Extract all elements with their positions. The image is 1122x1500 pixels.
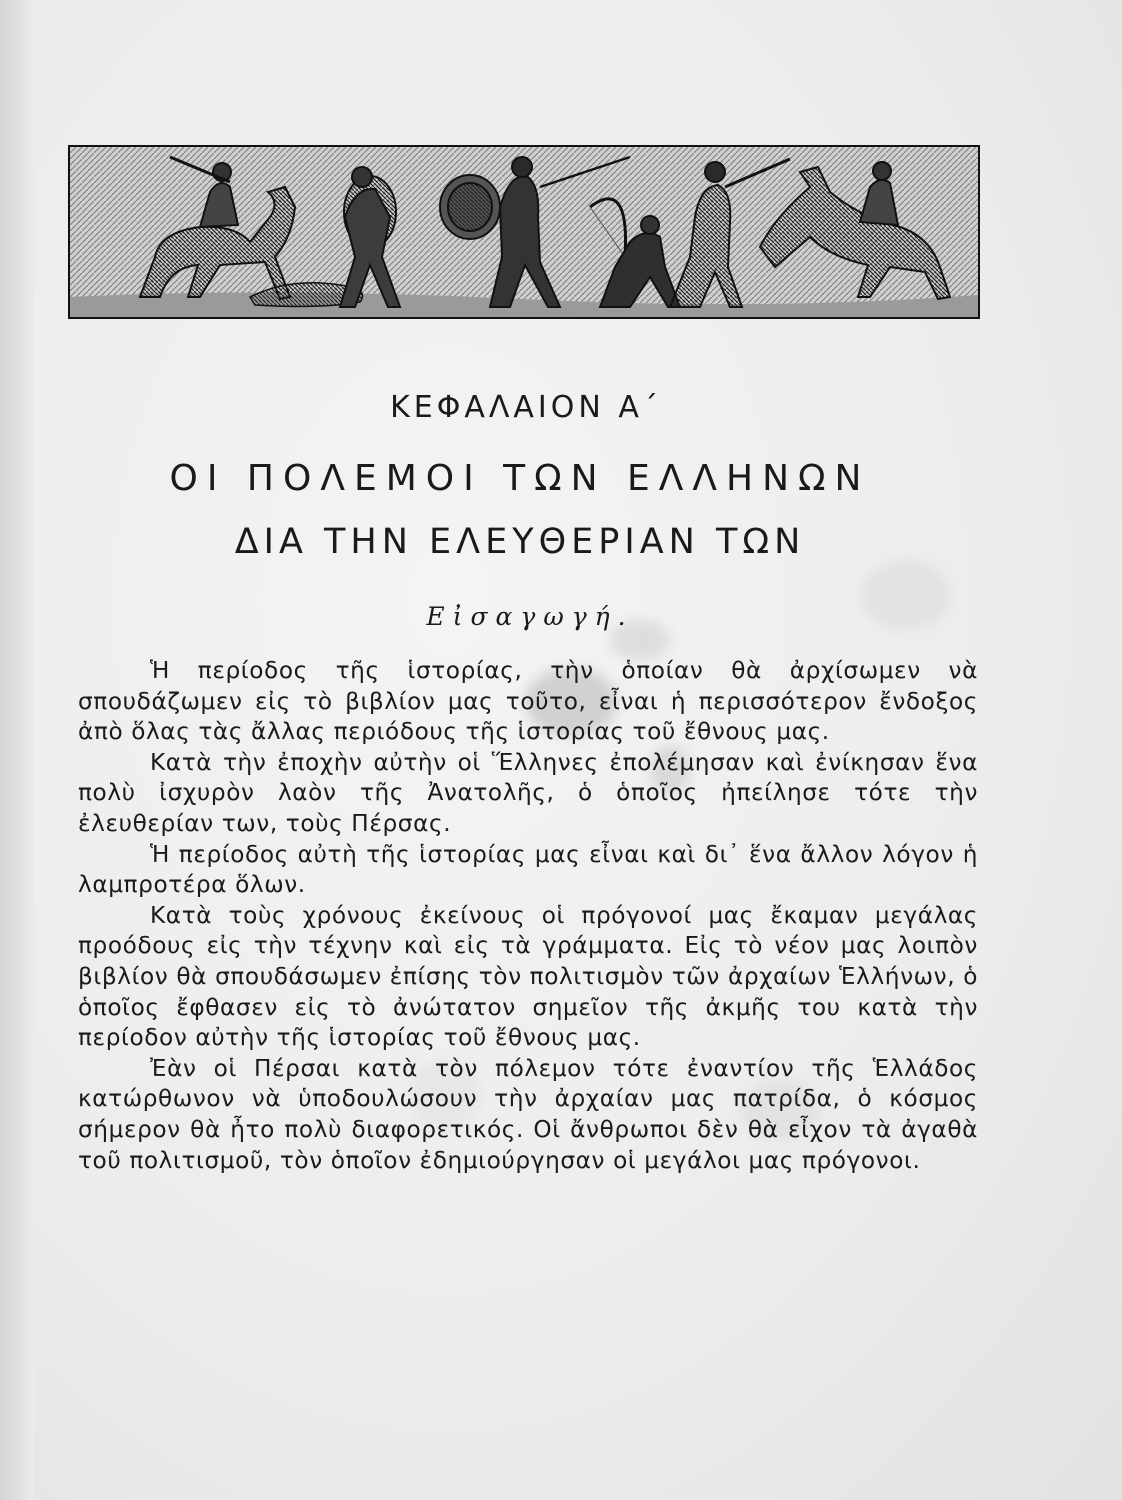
frieze-drawing	[70, 147, 978, 317]
chapter-title-line-1: ΟΙ ΠΟΛΕΜΟΙ ΤΩΝ ΕΛΛΗΝΩΝ	[169, 458, 871, 499]
paragraph-1: Ἡ περίοδος τῆς ἱστορίας, τὴν ὁποίαν θὰ ἀρχίσωμεν νὰ σπουδάζωμεν εἰς τὸ βιβλίον μας τοῦτο, εἶναι ἡ περισσότερον ἔνδοξος ἀπὸ ὅλας τὰς ἄλλας περιόδους τῆς ἱστορίας τοῦ ἔθνους μας.	[78, 657, 978, 746]
paragraph-3: Ἡ περίοδος αὐτὴ τῆς ἱστορίας μας εἶναι καὶ δι᾽ ἕνα ἄλλον λόγον ἡ λαμπροτέρα ὅλων.	[78, 840, 978, 899]
paragraph-4: Κατὰ τοὺς χρόνους ἐκείνους οἱ πρόγονοί μας ἔκαμαν μεγάλας προόδους εἰς τὴν τέχνην καὶ εἰς τὰ γράμματα. Εἰς τὸ νέον μας λοιπὸν βιβλίον θὰ σπουδάσωμεν ἐπίσης τὸν πολιτισμὸν τῶν ἀρχαίων Ἑλλήνων, ὁ ὁποῖος ἔφθασεν εἰς τὸ ἀνώτατον σημεῖον τῆς ἀκμῆς του κατὰ τὴν περίοδον αὐτὴν τῆς ἱστορίας τοῦ ἔθνους μας.	[78, 901, 978, 1052]
chapter-label: ΚΕΦΑΛΑΙΟΝ Α΄	[390, 390, 662, 425]
paragraph-2: Κατὰ τὴν ἐποχὴν αὐτὴν οἱ Ἕλληνες ἐπολέμησαν καὶ ἐνίκησαν ἕνα πολὺ ἰσχυρὸν λαὸν τῆς Ἀνατολῆς, ὁ ὁποῖος ἠπείλησε τότε τὴν ἐλευθερίαν των, τοὺς Πέρσας.	[78, 748, 978, 837]
section-subtitle: Εἰσαγωγή.	[426, 602, 634, 631]
battle-frieze-illustration	[68, 145, 980, 319]
paragraph-5: Ἐὰν οἱ Πέρσαι κατὰ τὸν πόλεμον τότε ἐναντίον τῆς Ἑλλάδος κατώρθωνον νὰ ὑποδουλώσουν τὴν ἀρχαίαν μας πατρίδα, ὁ κόσμος σήμερον θὰ ἦτο πολὺ διαφορετικός. Οἱ ἄνθρωποι δὲν θὰ εἶχον τὰ ἀγαθὰ τοῦ πολιτισμοῦ, τὸν ὁποῖον ἐδημιούργησαν οἱ μεγάλοι μας πρόγονοι.	[78, 1054, 978, 1174]
body-text	[78, 656, 978, 1176]
chapter-title-line-2: ΔΙΑ ΤΗΝ ΕΛΕΥΘΕΡΙΑΝ ΤΩΝ	[234, 522, 806, 562]
page-edge-shadow	[0, 0, 34, 1500]
